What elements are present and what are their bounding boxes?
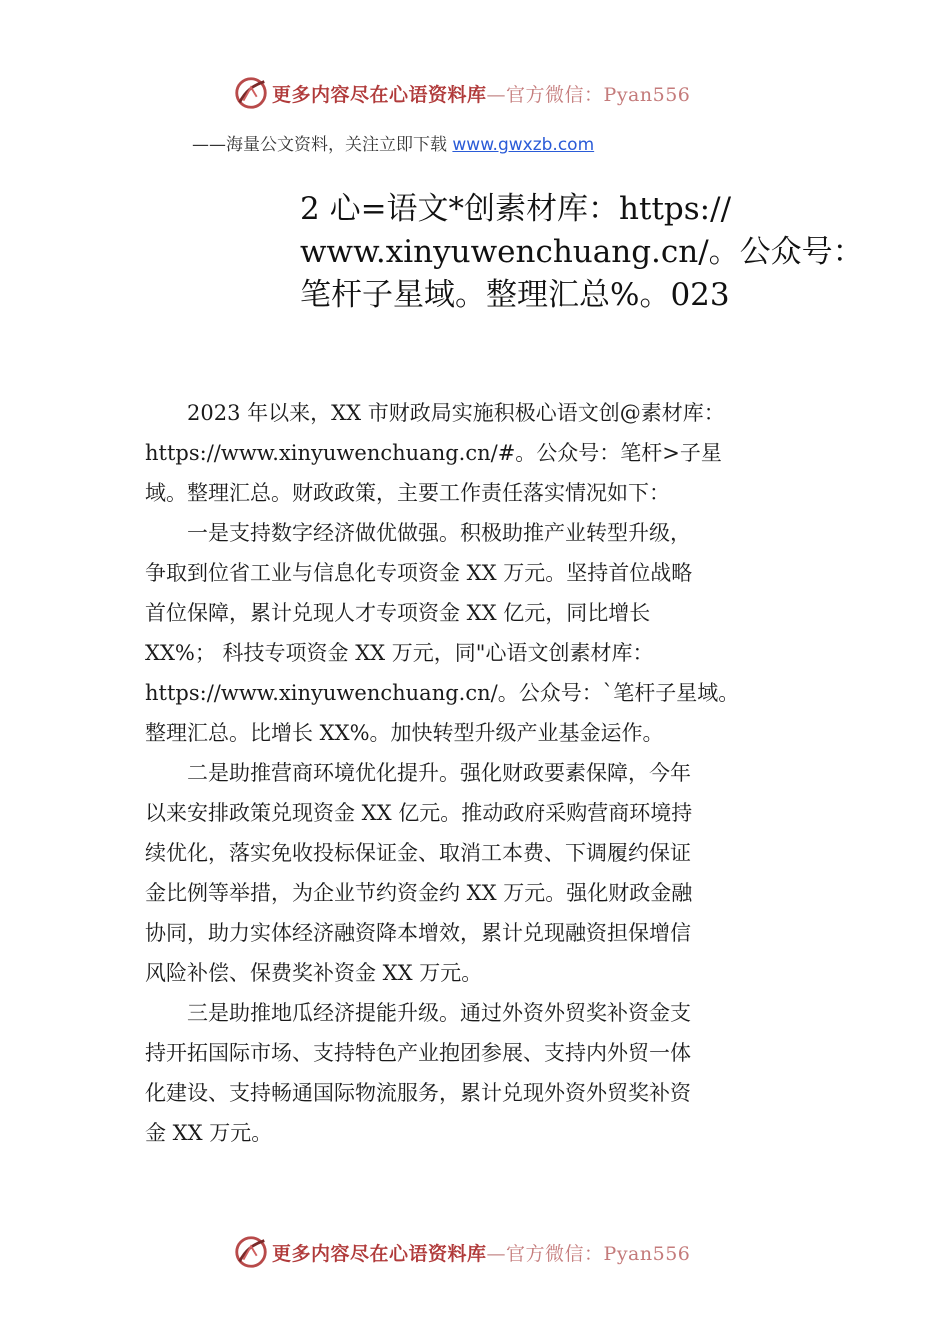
body-line: 风险补偿、保费奖补资金 XX 万元。	[145, 961, 483, 985]
title-line: www.xinyuwenchuang.cn/。公众号：	[300, 234, 864, 270]
download-link[interactable]: www.gwxzb.com	[452, 135, 595, 155]
banner-wechat-id: Pyan556	[603, 1242, 691, 1265]
body-line: 协同，助力实体经济融资降本增效，累计兑现融资担保增信	[145, 921, 691, 945]
banner-lead: 更多内容尽在心语资料库	[272, 83, 487, 106]
banner-dash: —	[486, 83, 507, 106]
paragraph-foreign-trade	[145, 993, 815, 1153]
body-line: 首位保障，累计兑现人才专项资金 XX 亿元，同比增长	[145, 601, 651, 625]
subline	[192, 130, 594, 155]
body-line: 整理汇总。比增长 XX%。加快转型升级产业基金运作。	[145, 721, 664, 745]
body-line: 三是助推地瓜经济提能升级。通过外资外贸奖补资金支	[187, 1001, 691, 1025]
banner-dash: —	[486, 1242, 507, 1265]
body-line: 二是助推营商环境优化提升。强化财政要素保障，今年	[187, 761, 691, 785]
header-banner	[232, 73, 690, 113]
body-line: 争取到位省工业与信息化专项资金 XX 万元。坚持首位战略	[145, 561, 693, 585]
body-line: 一是支持数字经济做优做强。积极助推产业转型升级，	[187, 521, 691, 545]
banner-official: 官方微信：	[506, 83, 604, 106]
body-line: https://www.xinyuwenchuang.cn/。公众号：`笔杆子星域。	[145, 681, 740, 705]
document-body	[145, 393, 815, 1153]
body-line: 2023 年以来，XX 市财政局实施积极心语文创@素材库：	[187, 401, 725, 425]
paragraph-digital-economy	[145, 513, 815, 753]
body-line: 续优化，落实免收投标保证金、取消工本费、下调履约保证	[145, 841, 691, 865]
body-line: 金比例等举措，为企业节约资金约 XX 万元。强化财政金融	[145, 881, 693, 905]
brand-logo-icon	[232, 1233, 270, 1271]
body-line: 以来安排政策兑现资金 XX 亿元。推动政府采购营商环境持	[145, 801, 693, 825]
title-line: 笔杆子星域。整理汇总%。023	[300, 277, 730, 313]
paragraph-business-environment	[145, 753, 815, 993]
body-line: https://www.xinyuwenchuang.cn/#。公众号：笔杆>子星	[145, 441, 722, 465]
body-line: 持开拓国际市场、支持特色产业抱团参展、支持内外贸一体	[145, 1041, 691, 1065]
footer-banner	[232, 1232, 690, 1272]
subline-prefix: ——海量公文资料，关注立即下载	[192, 135, 453, 155]
page-title	[300, 188, 864, 317]
paragraph-intro	[145, 393, 815, 513]
banner-text	[272, 80, 690, 107]
banner-wechat-id: Pyan556	[603, 83, 691, 106]
body-line: 域。整理汇总。财政政策，主要工作责任落实情况如下：	[145, 481, 670, 505]
banner-official: 官方微信：	[506, 1242, 604, 1265]
banner-text	[272, 1239, 690, 1266]
title-line: 2 心=语文*创素材库：https://	[300, 191, 732, 227]
body-line: XX%； 科技专项资金 XX 万元，同"心语文创素材库：	[145, 641, 654, 665]
body-line: 化建设、支持畅通国际物流服务，累计兑现外资外贸奖补资	[145, 1081, 691, 1105]
brand-logo-icon	[232, 74, 270, 112]
banner-lead: 更多内容尽在心语资料库	[272, 1242, 487, 1265]
body-line: 金 XX 万元。	[145, 1121, 273, 1145]
